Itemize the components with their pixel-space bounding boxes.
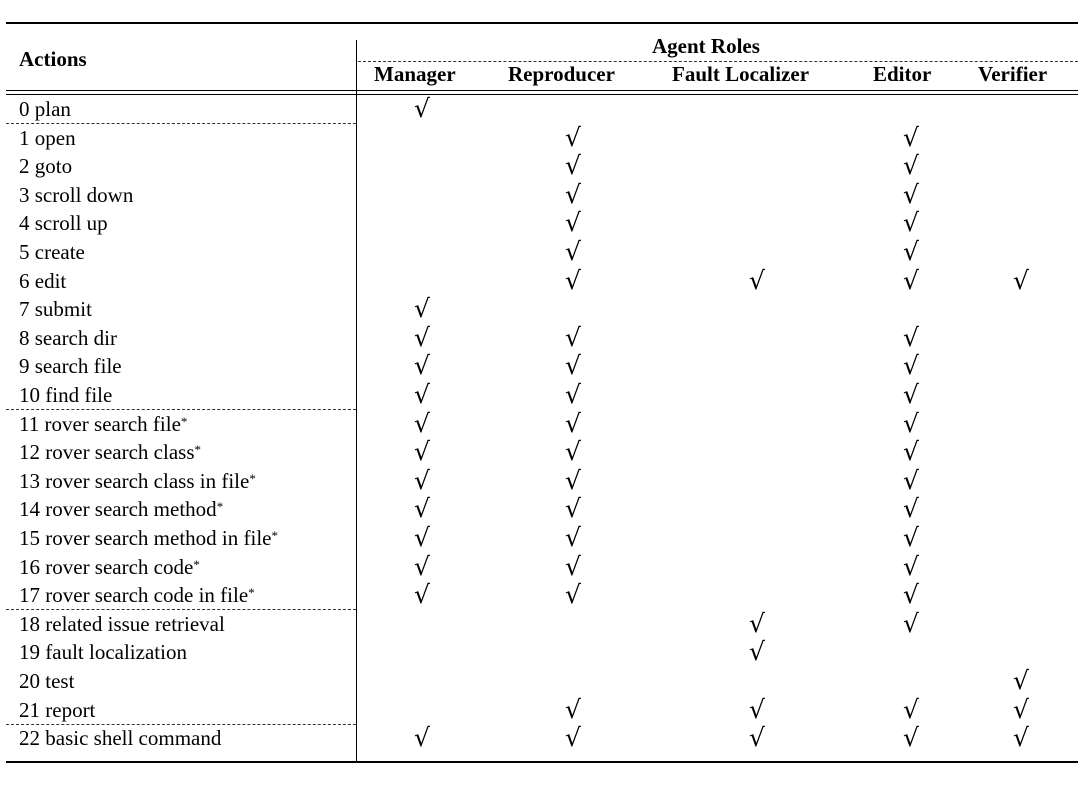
table-row [0, 638, 1080, 667]
rover-marker: * [193, 556, 200, 572]
rover-marker: * [216, 499, 224, 515]
action-label [19, 95, 71, 123]
check-mark: √ [903, 723, 919, 753]
action-label [19, 495, 223, 523]
group-separator [6, 409, 356, 410]
action-text: 19 fault localization [19, 640, 187, 665]
role-header-fault-localizer: Fault Localizer [672, 62, 810, 86]
action-label [19, 381, 112, 409]
action-label [19, 181, 133, 209]
action-label [19, 581, 255, 609]
check-mark: √ [903, 322, 919, 352]
action-text: 22 basic shell command [19, 726, 222, 751]
check-mark: √ [565, 694, 581, 724]
check-mark: √ [903, 351, 919, 381]
check-mark: √ [565, 437, 581, 467]
table-row [0, 696, 1080, 725]
action-label [19, 638, 187, 666]
rover-marker: * [194, 442, 202, 458]
table-row [0, 524, 1080, 553]
action-label [19, 467, 256, 495]
actions-header: Actions [19, 47, 87, 71]
check-mark: √ [414, 580, 430, 610]
check-mark: √ [903, 465, 919, 495]
check-mark: √ [414, 94, 430, 123]
check-mark: √ [903, 580, 919, 610]
check-mark: √ [565, 523, 581, 552]
role-header-reproducer: Reproducer [508, 62, 615, 86]
action-label [19, 209, 108, 237]
action-text: 11 rover search file [19, 411, 181, 436]
check-mark: √ [903, 237, 919, 266]
check-mark: √ [903, 494, 919, 524]
table-row [0, 352, 1080, 381]
check-mark: √ [903, 265, 919, 295]
table-row [0, 553, 1080, 582]
check-mark: √ [414, 351, 430, 381]
check-mark: √ [565, 380, 581, 409]
check-mark: √ [414, 723, 430, 753]
check-mark: √ [565, 265, 581, 295]
check-mark: √ [414, 380, 430, 409]
action-text: 21 report [19, 697, 96, 722]
check-mark: √ [414, 494, 430, 524]
check-mark: √ [565, 580, 581, 610]
check-mark: √ [565, 179, 581, 209]
action-text: 8 search dir [19, 325, 117, 350]
action-label [19, 438, 201, 466]
check-mark: √ [565, 151, 581, 181]
check-mark: √ [903, 551, 919, 581]
table-row [0, 267, 1080, 296]
action-label [19, 352, 122, 380]
table-row [0, 581, 1080, 610]
table-row [0, 152, 1080, 181]
check-mark: √ [565, 494, 581, 524]
check-mark: √ [414, 523, 430, 552]
action-text: 6 edit [19, 268, 67, 293]
check-mark: √ [414, 551, 430, 581]
table-row [0, 295, 1080, 324]
check-mark: √ [565, 351, 581, 381]
check-mark: √ [903, 523, 919, 552]
check-mark: √ [565, 723, 581, 753]
action-label [19, 410, 187, 438]
check-mark: √ [565, 237, 581, 266]
action-text: 2 goto [19, 154, 73, 179]
check-mark: √ [1013, 723, 1029, 753]
rover-marker: * [180, 413, 188, 429]
action-text: 13 rover search class in file [19, 468, 250, 493]
action-text: 10 find file [19, 383, 113, 407]
action-text: 1 open [19, 125, 76, 150]
action-text: 5 create [19, 240, 85, 264]
action-label [19, 152, 72, 180]
table-row [0, 381, 1080, 410]
group-separator [6, 609, 356, 610]
bottom-rule [6, 761, 1078, 763]
table-row [0, 209, 1080, 238]
action-label [19, 667, 74, 695]
table-row [0, 438, 1080, 467]
agent-roles-header: Agent Roles [652, 34, 760, 58]
action-label [19, 724, 221, 752]
action-text: 14 rover search method [19, 497, 217, 522]
action-label [19, 553, 200, 581]
action-text: 18 related issue retrieval [19, 611, 225, 636]
check-mark: √ [565, 122, 581, 152]
check-mark: √ [749, 265, 765, 295]
check-mark: √ [903, 151, 919, 181]
role-header-verifier: Verifier [978, 62, 1048, 86]
check-mark: √ [565, 322, 581, 352]
top-rule [6, 22, 1078, 24]
check-mark: √ [903, 380, 919, 409]
action-text: 0 plan [19, 97, 71, 121]
rover-marker: * [249, 470, 256, 486]
action-text: 16 rover search code [19, 554, 194, 579]
check-mark: √ [565, 208, 581, 238]
check-mark: √ [414, 437, 430, 467]
rover-marker: * [271, 528, 278, 543]
check-mark: √ [414, 322, 430, 352]
table-row [0, 410, 1080, 439]
check-mark: √ [565, 465, 581, 495]
check-mark: √ [903, 437, 919, 467]
check-mark: √ [749, 608, 765, 638]
table-row [0, 324, 1080, 353]
header-double-rule-top [6, 90, 1078, 91]
action-label [19, 295, 92, 323]
check-mark: √ [414, 408, 430, 438]
action-label [19, 324, 117, 352]
table-row [0, 124, 1080, 153]
check-mark: √ [749, 723, 765, 753]
check-mark: √ [1013, 265, 1029, 295]
check-mark: √ [565, 551, 581, 581]
check-mark: √ [749, 694, 765, 724]
action-text: 7 submit [19, 297, 92, 322]
action-label [19, 610, 225, 638]
check-mark: √ [903, 208, 919, 238]
rover-marker: * [248, 585, 255, 601]
group-separator [6, 724, 356, 725]
table-row [0, 95, 1080, 124]
group-separator [6, 123, 356, 124]
check-mark: √ [903, 694, 919, 724]
action-label [19, 124, 76, 152]
table-row [0, 467, 1080, 496]
table-row [0, 495, 1080, 524]
action-label [19, 696, 95, 724]
check-mark: √ [1013, 694, 1029, 724]
action-text: 3 scroll down [19, 182, 134, 207]
action-label [19, 267, 66, 295]
check-mark: √ [903, 122, 919, 152]
check-mark: √ [749, 637, 765, 667]
action-label [19, 524, 278, 552]
role-header-editor: Editor [873, 62, 932, 86]
check-mark: √ [414, 294, 430, 324]
table-row [0, 238, 1080, 267]
action-text: 17 rover search code in file [19, 583, 249, 608]
table-row [0, 667, 1080, 696]
action-text: 20 test [19, 669, 75, 693]
check-mark: √ [903, 408, 919, 438]
role-header-manager: Manager [374, 62, 456, 86]
check-mark: √ [414, 465, 430, 495]
check-mark: √ [903, 608, 919, 638]
action-text: 15 rover search method in file [19, 526, 272, 550]
action-text: 9 search file [19, 354, 122, 379]
table-row [0, 724, 1080, 753]
table-row [0, 181, 1080, 210]
check-mark: √ [565, 408, 581, 438]
table-row [0, 610, 1080, 639]
action-text: 4 scroll up [19, 211, 108, 236]
action-label [19, 238, 85, 266]
check-mark: √ [1013, 666, 1029, 695]
check-mark: √ [903, 179, 919, 209]
action-text: 12 rover search class [19, 440, 195, 465]
